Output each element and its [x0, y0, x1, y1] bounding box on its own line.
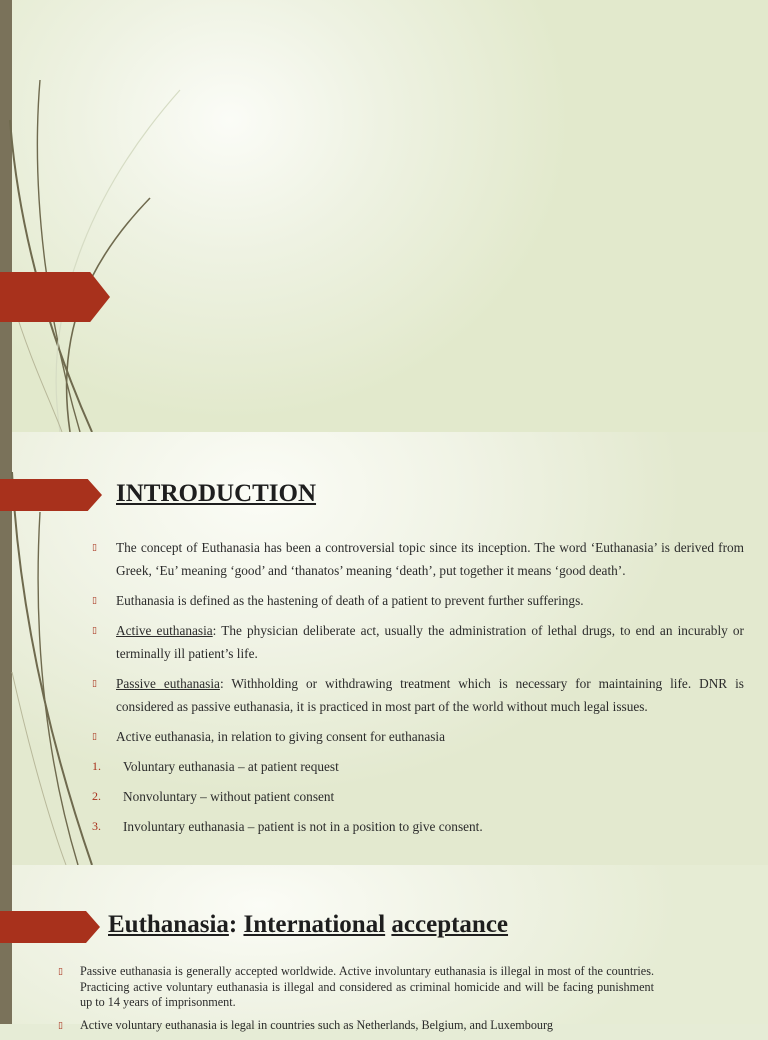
list-item: ▯ The concept of Euthanasia has been a controversial topic since its inception. The word ‘Euthanasia’ is derived from Greek, ‘Eu’ meaning ‘good’ and ‘thanatos’ meaning ‘death’, put together it means ‘good death’.: [92, 536, 744, 582]
bullet-icon: ▯: [92, 542, 97, 552]
list-item: ▯ Active euthanasia: The physician deliberate act, usually the administration of lethal drugs, to end an incurably or terminally ill patient’s life.: [92, 619, 744, 665]
bullet-icon: ▯: [92, 678, 97, 688]
bullet-icon: ▯: [58, 966, 63, 976]
slide-2: [0, 432, 768, 865]
numbered-item: 3. Involuntary euthanasia – patient is not in a position to give consent.: [92, 815, 744, 838]
slide-sidebar-bar: [0, 865, 12, 1024]
decorative-curves: [0, 0, 200, 432]
list-item: ▯ Active voluntary euthanasia is legal in countries such as Netherlands, Belgium, and Luxembourg: [58, 1017, 553, 1032]
bullet-icon: ▯: [92, 595, 97, 605]
term-active-euthanasia: Active euthanasia: [116, 623, 213, 638]
term-passive-euthanasia: Passive euthanasia: [116, 676, 220, 691]
list-item: ▯ Passive euthanasia: Withholding or withdrawing treatment which is necessary for maintaining life. DNR is considered as passive euthanasia, it is practiced in most part of the world without much legal issues.: [92, 672, 744, 718]
slide-1: [0, 0, 768, 432]
arrow-marker: [0, 272, 110, 322]
slide-title: INTRODUCTION: [116, 480, 317, 507]
arrow-marker: [0, 479, 102, 511]
item-number: 3.: [92, 819, 101, 833]
list-item: ▯ Euthanasia is defined as the hastening of death of a patient to prevent further sufferings.: [92, 589, 744, 612]
slide-title: Euthanasia: International acceptance: [108, 911, 509, 938]
bullet-icon: ▯: [58, 1019, 63, 1030]
item-number: 1.: [92, 759, 101, 773]
numbered-item: 2. Nonvoluntary – without patient consent: [92, 785, 744, 808]
numbered-item: 1. Voluntary euthanasia – at patient request: [92, 755, 744, 778]
list-item: ▯ Passive euthanasia is generally accepted worldwide. Active involuntary euthanasia is illegal in most of the countries. Practicing active voluntary euthanasia is illegal and considered as criminal homicide and will be facing punishment up to 14 years of imprisonment.: [58, 964, 654, 1009]
bullet-icon: ▯: [92, 731, 97, 741]
slide-3: [0, 865, 768, 1032]
item-number: 2.: [92, 789, 101, 803]
list-item: ▯ Active euthanasia, in relation to giving consent for euthanasia: [92, 725, 744, 748]
slide-content: [58, 964, 654, 1040]
slide-content: [92, 536, 744, 845]
bullet-icon: ▯: [92, 625, 97, 635]
arrow-marker: [0, 911, 100, 943]
